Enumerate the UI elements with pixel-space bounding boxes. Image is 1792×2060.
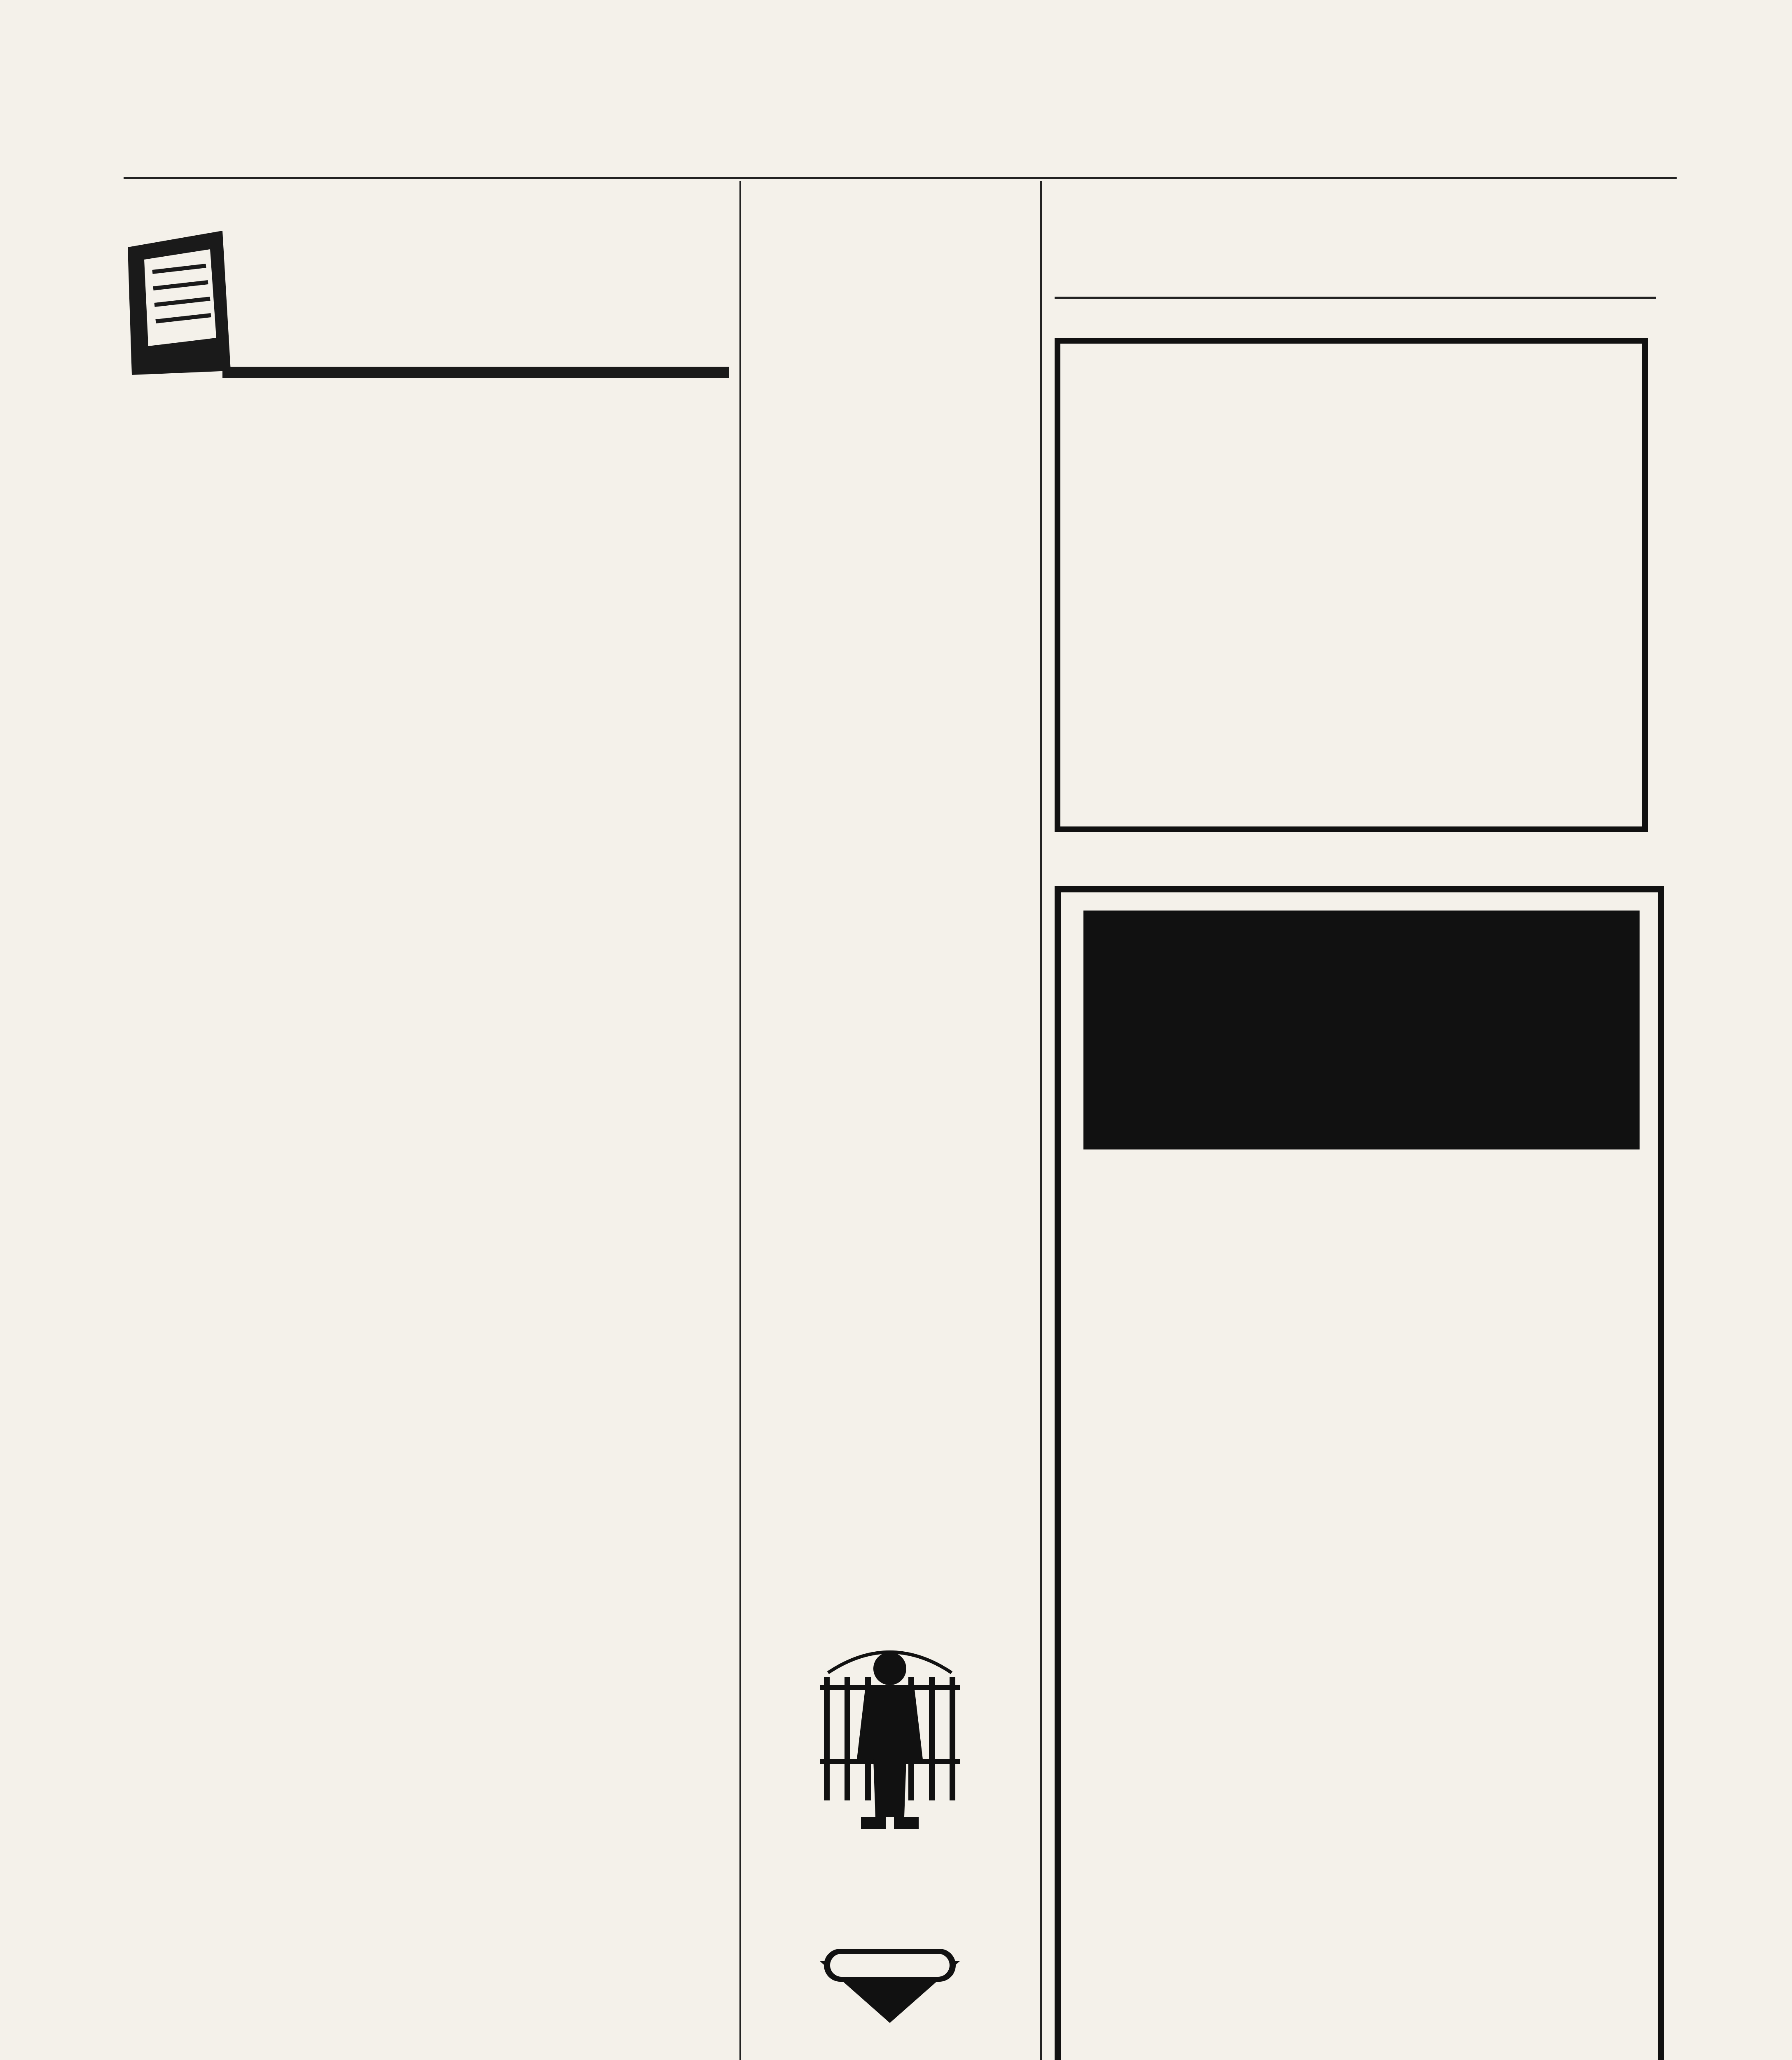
specials-banner: [1083, 911, 1640, 1149]
farmer-pen-icon: [803, 1623, 976, 1838]
column-rule-2: [1040, 181, 1042, 2060]
circo-ad: [750, 1607, 1034, 2060]
personals-heading: [124, 214, 729, 387]
classified-rule: [1055, 297, 1656, 299]
column-rule-1: [739, 181, 741, 2060]
masthead-rule: [124, 177, 1677, 179]
personals-underline: [222, 367, 729, 378]
newspaper-stack-icon: [124, 214, 255, 379]
circo-logo: [816, 1945, 964, 2027]
sol-tick-ad: [1055, 338, 1648, 832]
